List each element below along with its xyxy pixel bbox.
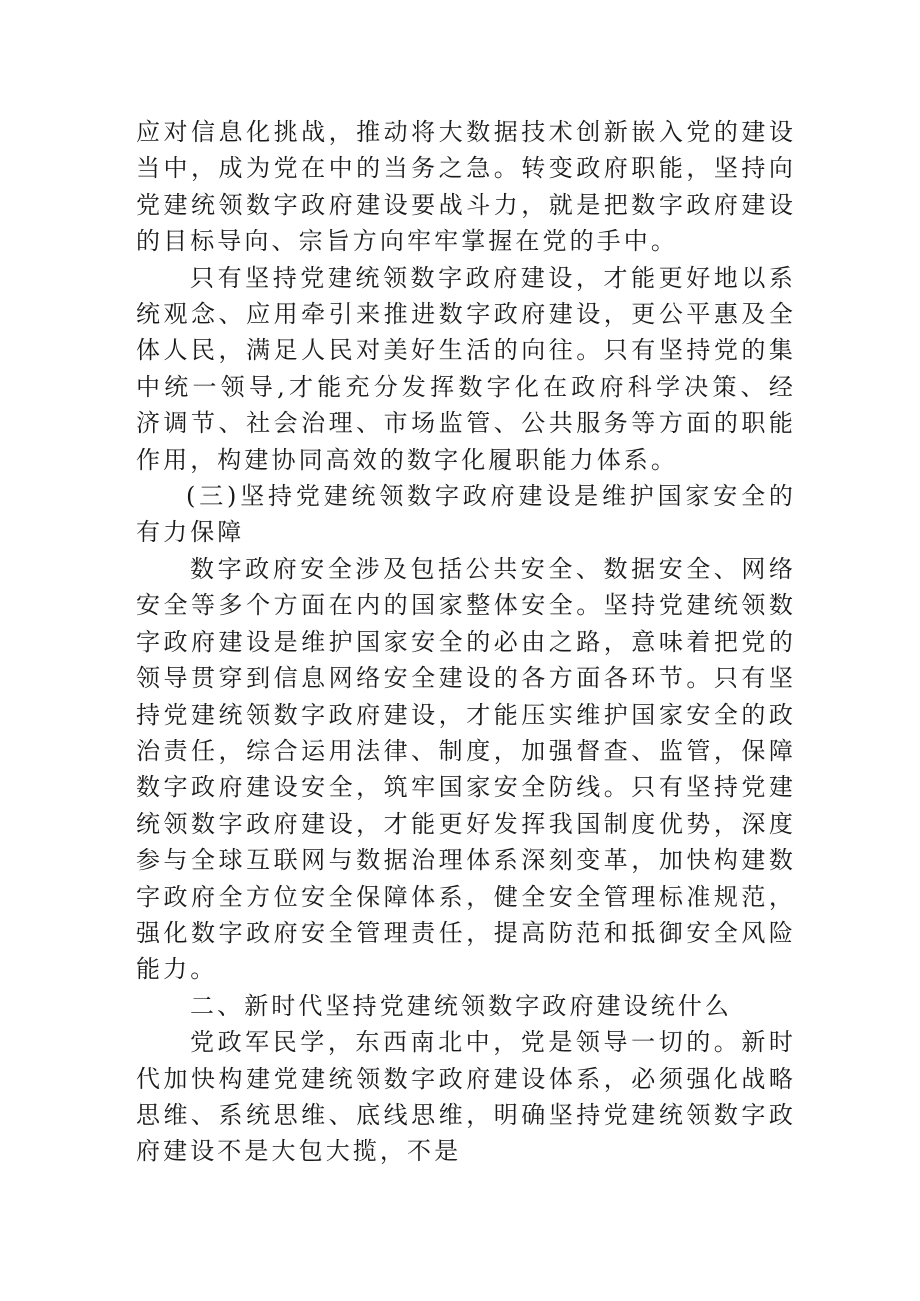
section-subheading: (三)坚持党建统领数字政府建设是维护国家安全的有力保障 xyxy=(136,482,796,547)
document-body xyxy=(136,114,796,1170)
body-paragraph: 应对信息化挑战，推动将大数据技术创新嵌入党的建设当中，成为党在中的当务之急。转变政府职能，坚持向党建统领数字政府建设要战斗力，就是把数字政府建设的目标导向、宗旨方向牢牢掌握在党的手中。 xyxy=(136,118,796,256)
section-heading: 二、新时代坚持党建统领数字政府建设统什么 xyxy=(190,991,732,1020)
body-paragraph: 数字政府安全涉及包括公共安全、数据安全、网络安全等多个方面在内的国家整体安全。坚持党建统领数字政府建设是维护国家安全的必由之路，意味着把党的领导贯穿到信息网络安全建设的各方面各环节。只有坚持党建统领数字政府建设，才能压实维护国家安全的政治责任，综合运用法律、制度，加强督查、监管，保障数字政府建设安全，筑牢国家安全防线。只有坚持党建统领数字政府建设，才能更好发挥我国制度优势，深度参与全球互联网与数据治理体系深刻变革，加快构建数字政府全方位安全保障体系，健全安全管理标准规范，强化数字政府安全管理责任，提高防范和抵御安全风险能力。 xyxy=(136,554,796,984)
body-paragraph: 只有坚持党建统领数字政府建设，才能更好地以系统观念、应用牵引来推进数字政府建设，更公平惠及全体人民，满足人民对美好生活的向往。只有坚持党的集中统一领导,才能充分发挥数字化在政府科学决策、经济调节、社会治理、市场监管、公共服务等方面的职能作用，构建协同高效的数字化履职能力体系。 xyxy=(136,263,796,474)
body-paragraph: 党政军民学，东西南北中，党是领导一切的。新时代加快构建党建统领数字政府建设体系，必须强化战略思维、系统思维、底线思维，明确坚持党建统领数字政府建设不是大包大揽，不是 xyxy=(136,1028,796,1166)
